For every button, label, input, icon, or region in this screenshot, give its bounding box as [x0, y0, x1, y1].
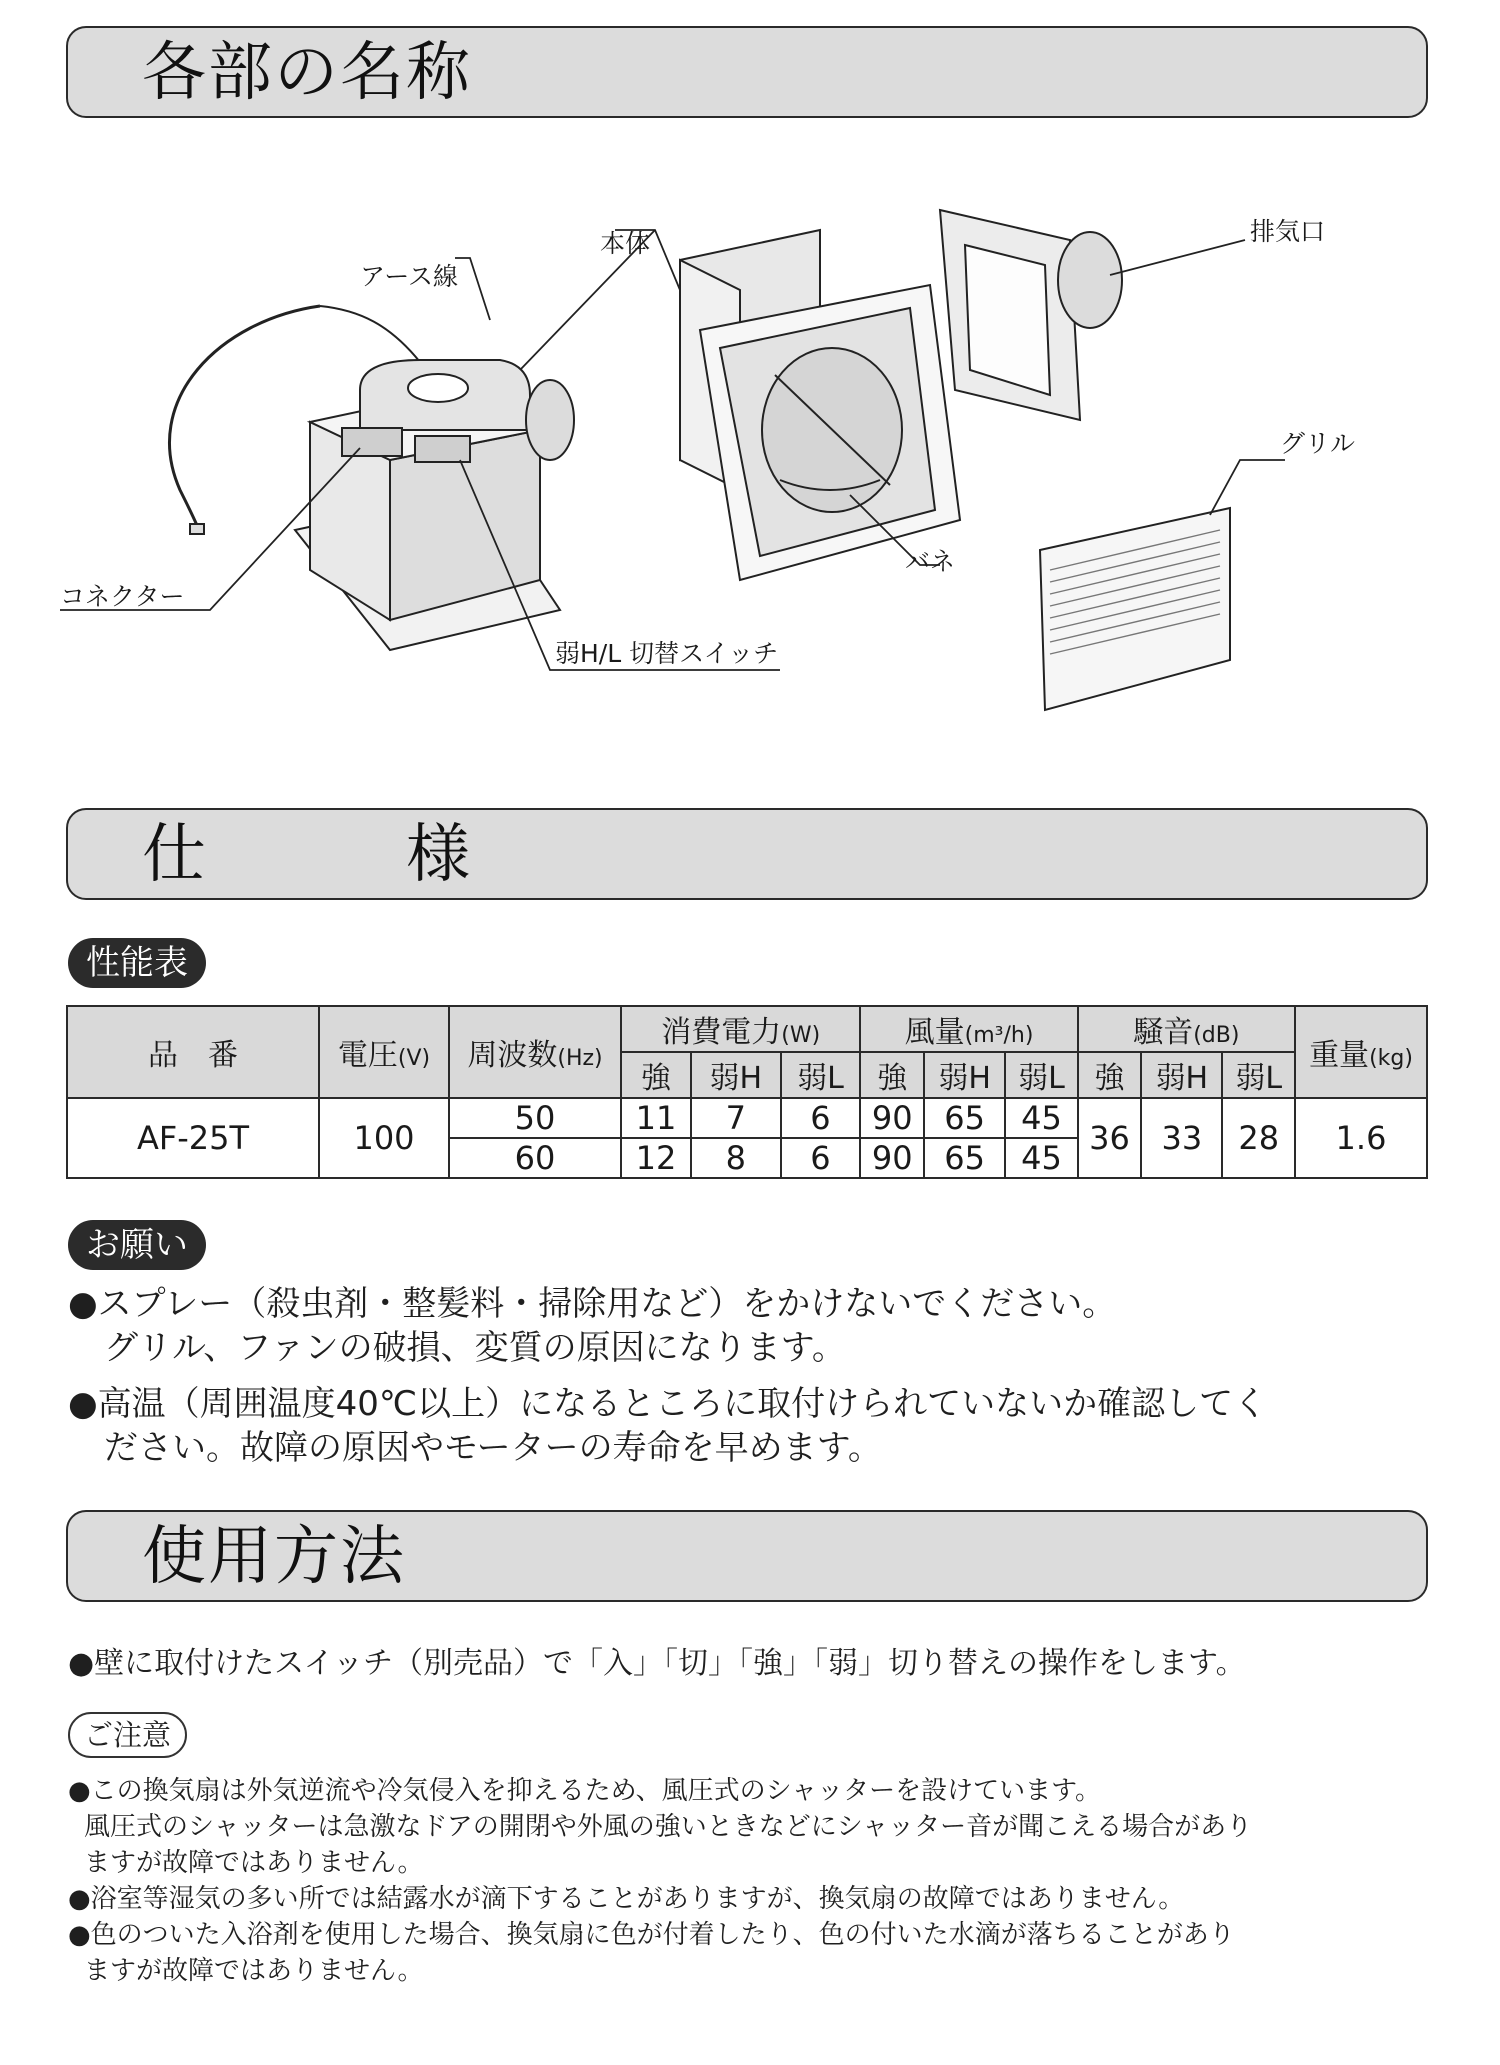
cell-airflow: 65: [924, 1138, 1005, 1178]
cell-noise: 28: [1222, 1098, 1295, 1178]
label-exhaust: 排気口: [1250, 217, 1326, 246]
th-power-weak-h: 弱H: [691, 1052, 780, 1098]
caution-notes: [68, 1773, 1252, 1989]
cell-airflow: 65: [924, 1098, 1005, 1138]
leader-earth-wire: [455, 258, 490, 320]
usage-note: [68, 1645, 1246, 1683]
th-voltage: 電圧(V): [319, 1006, 449, 1098]
cell-frequency: 50: [449, 1098, 621, 1138]
cell-noise: 33: [1141, 1098, 1222, 1178]
cell-power: 7: [691, 1098, 780, 1138]
connector-box: [342, 428, 402, 456]
badge-performance: 性能表: [68, 938, 206, 988]
th-noise-strong: 強: [1078, 1052, 1142, 1098]
cell-airflow: 45: [1005, 1138, 1077, 1178]
label-body: 本体: [600, 229, 651, 258]
cell-weight: 1.6: [1295, 1098, 1427, 1178]
th-power-weak-l: 弱L: [781, 1052, 861, 1098]
th-frequency: 周波数(Hz): [449, 1006, 621, 1098]
section-title-spec: 仕 様: [142, 818, 472, 892]
section-title-parts: 各部の名称: [142, 36, 472, 110]
th-airflow: 風量(m³/h): [860, 1006, 1077, 1052]
switch-box: [415, 436, 470, 462]
request-line: ●高温（周囲温度40℃以上）になるところに取付けられていないか確認してく: [68, 1384, 1268, 1424]
section-header-usage: [66, 1510, 1428, 1602]
th-airflow-weak-h: 弱H: [924, 1052, 1005, 1098]
label-connector: コネクター: [60, 582, 185, 611]
request-line: グリル、ファンの破損、変質の原因になります。: [104, 1328, 846, 1368]
section-header-parts: [66, 26, 1428, 118]
cell-model: AF-25T: [67, 1098, 319, 1178]
th-noise: 騒音(dB): [1078, 1006, 1295, 1052]
cell-power: 12: [621, 1138, 691, 1178]
cell-airflow: 90: [860, 1098, 924, 1138]
spec-table: [66, 1005, 1428, 1179]
parts-diagram: [60, 190, 1400, 770]
request-line: ださい。故障の原因やモーターの寿命を早めます。: [104, 1428, 882, 1468]
cell-voltage: 100: [319, 1098, 449, 1178]
section-title-usage: 使用方法: [142, 1520, 406, 1594]
th-model: 品 番: [67, 1006, 319, 1098]
th-noise-weak-h: 弱H: [1141, 1052, 1222, 1098]
th-airflow-strong: 強: [860, 1052, 924, 1098]
caution-line: 風圧式のシャッターは急激なドアの開閉や外風の強いときなどにシャッター音が聞こえる場合があり: [84, 1812, 1253, 1842]
caution-line: ●この換気扇は外気逆流や冷気侵入を抑えるため、風圧式のシャッターを設けています。: [68, 1776, 1102, 1806]
th-airflow-weak-l: 弱L: [1005, 1052, 1077, 1098]
label-spring: バネ: [905, 547, 956, 576]
th-power: 消費電力(W): [621, 1006, 860, 1052]
th-noise-weak-l: 弱L: [1222, 1052, 1295, 1098]
cell-power: 11: [621, 1098, 691, 1138]
label-earth-wire: アース線: [360, 262, 459, 291]
cell-noise: 36: [1078, 1098, 1142, 1178]
caution-line: ●色のついた入浴剤を使用した場合、換気扇に色が付着したり、色の付いた水滴が落ちることがあり: [68, 1920, 1235, 1950]
caution-line: ますが故障ではありません。: [84, 1956, 424, 1986]
earth-wire-cable: [169, 306, 320, 528]
caution-line: ●浴室等湿気の多い所では結露水が滴下することがありますが、換気扇の故障ではありません。: [68, 1884, 1185, 1914]
request-line: ●スプレー（殺虫剤・整髪料・掃除用など）をかけないでください。: [68, 1284, 1117, 1324]
grille-panel: [1040, 508, 1230, 710]
leader-grille: [1210, 460, 1285, 515]
unit-exhaust-duct: [526, 380, 574, 460]
cell-airflow: 90: [860, 1138, 924, 1178]
th-power-strong: 強: [621, 1052, 691, 1098]
label-switch: 弱H/L 切替スイッチ: [555, 639, 779, 668]
caution-line: ますが故障ではありません。: [84, 1848, 424, 1878]
request-notes: [68, 1282, 1267, 1470]
exhaust-outlet-duct: [1058, 232, 1122, 328]
badge-request: お願い: [68, 1220, 206, 1270]
leader-exhaust: [1110, 240, 1245, 275]
cell-power: 6: [781, 1098, 861, 1138]
th-weight: 重量(kg): [1295, 1006, 1427, 1098]
usage-line: ●壁に取付けたスイッチ（別売品）で「入」「切」「強」「弱」切り替えの操作をします。: [68, 1646, 1246, 1681]
cell-power: 8: [691, 1138, 780, 1178]
badge-caution: ご注意: [68, 1712, 187, 1758]
motor-grille-vent: [408, 374, 468, 402]
cell-frequency: 60: [449, 1138, 621, 1178]
cell-airflow: 45: [1005, 1098, 1077, 1138]
earth-wire-terminal: [190, 524, 204, 534]
table-row: [67, 1098, 1427, 1138]
cell-power: 6: [781, 1138, 861, 1178]
section-header-spec: [66, 808, 1428, 900]
label-grille: グリル: [1280, 429, 1356, 458]
